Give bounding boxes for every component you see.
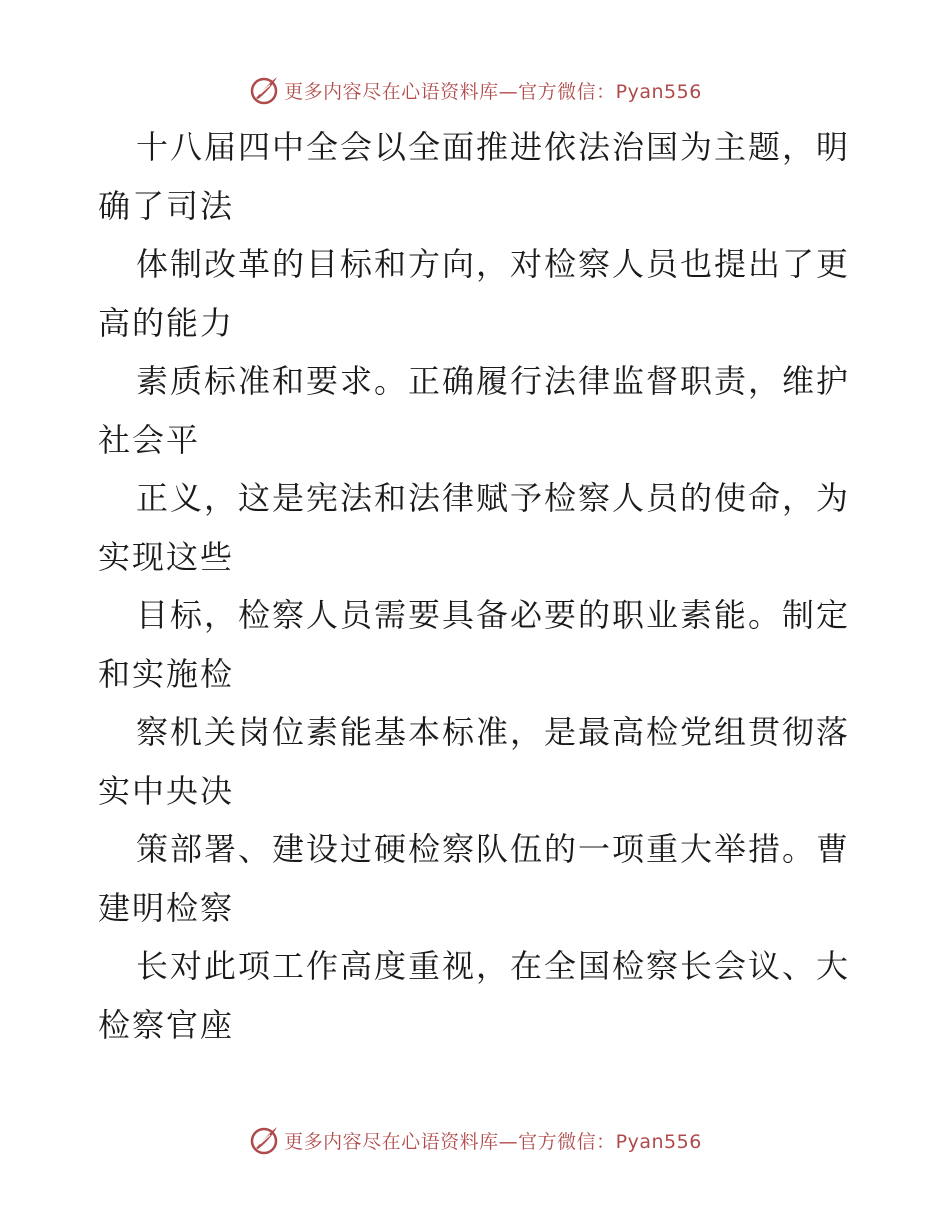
paragraph: 十八届四中全会以全面推进依法治国为主题，明确了司法 <box>98 128 851 225</box>
feather-logo-icon <box>248 1124 280 1156</box>
paragraph: 察机关岗位素能基本标准，是最高检党组贯彻落实中央决 <box>98 713 851 810</box>
paragraph: 目标，检察人员需要具备必要的职业素能。制定和实施检 <box>98 596 851 693</box>
header-banner <box>0 70 950 110</box>
paragraph: 正义，这是宪法和法律赋予检察人员的使命，为实现这些 <box>98 479 851 576</box>
header-banner-text: 更多内容尽在心语资料库—官方微信：Pyan556 <box>284 80 702 103</box>
footer-banner-text: 更多内容尽在心语资料库—官方微信：Pyan556 <box>284 1130 702 1153</box>
paragraph: 策部署、建设过硬检察队伍的一项重大举措。曹建明检察 <box>98 830 851 927</box>
document-body <box>98 118 858 1054</box>
paragraph: 体制改革的目标和方向，对检察人员也提出了更高的能力 <box>98 245 851 342</box>
paragraph: 长对此项工作高度重视，在全国检察长会议、大检察官座 <box>98 947 851 1044</box>
paragraph: 素质标准和要求。正确履行法律监督职责，维护社会平 <box>98 362 851 459</box>
feather-logo-icon <box>248 74 280 106</box>
footer-banner <box>0 1120 950 1160</box>
